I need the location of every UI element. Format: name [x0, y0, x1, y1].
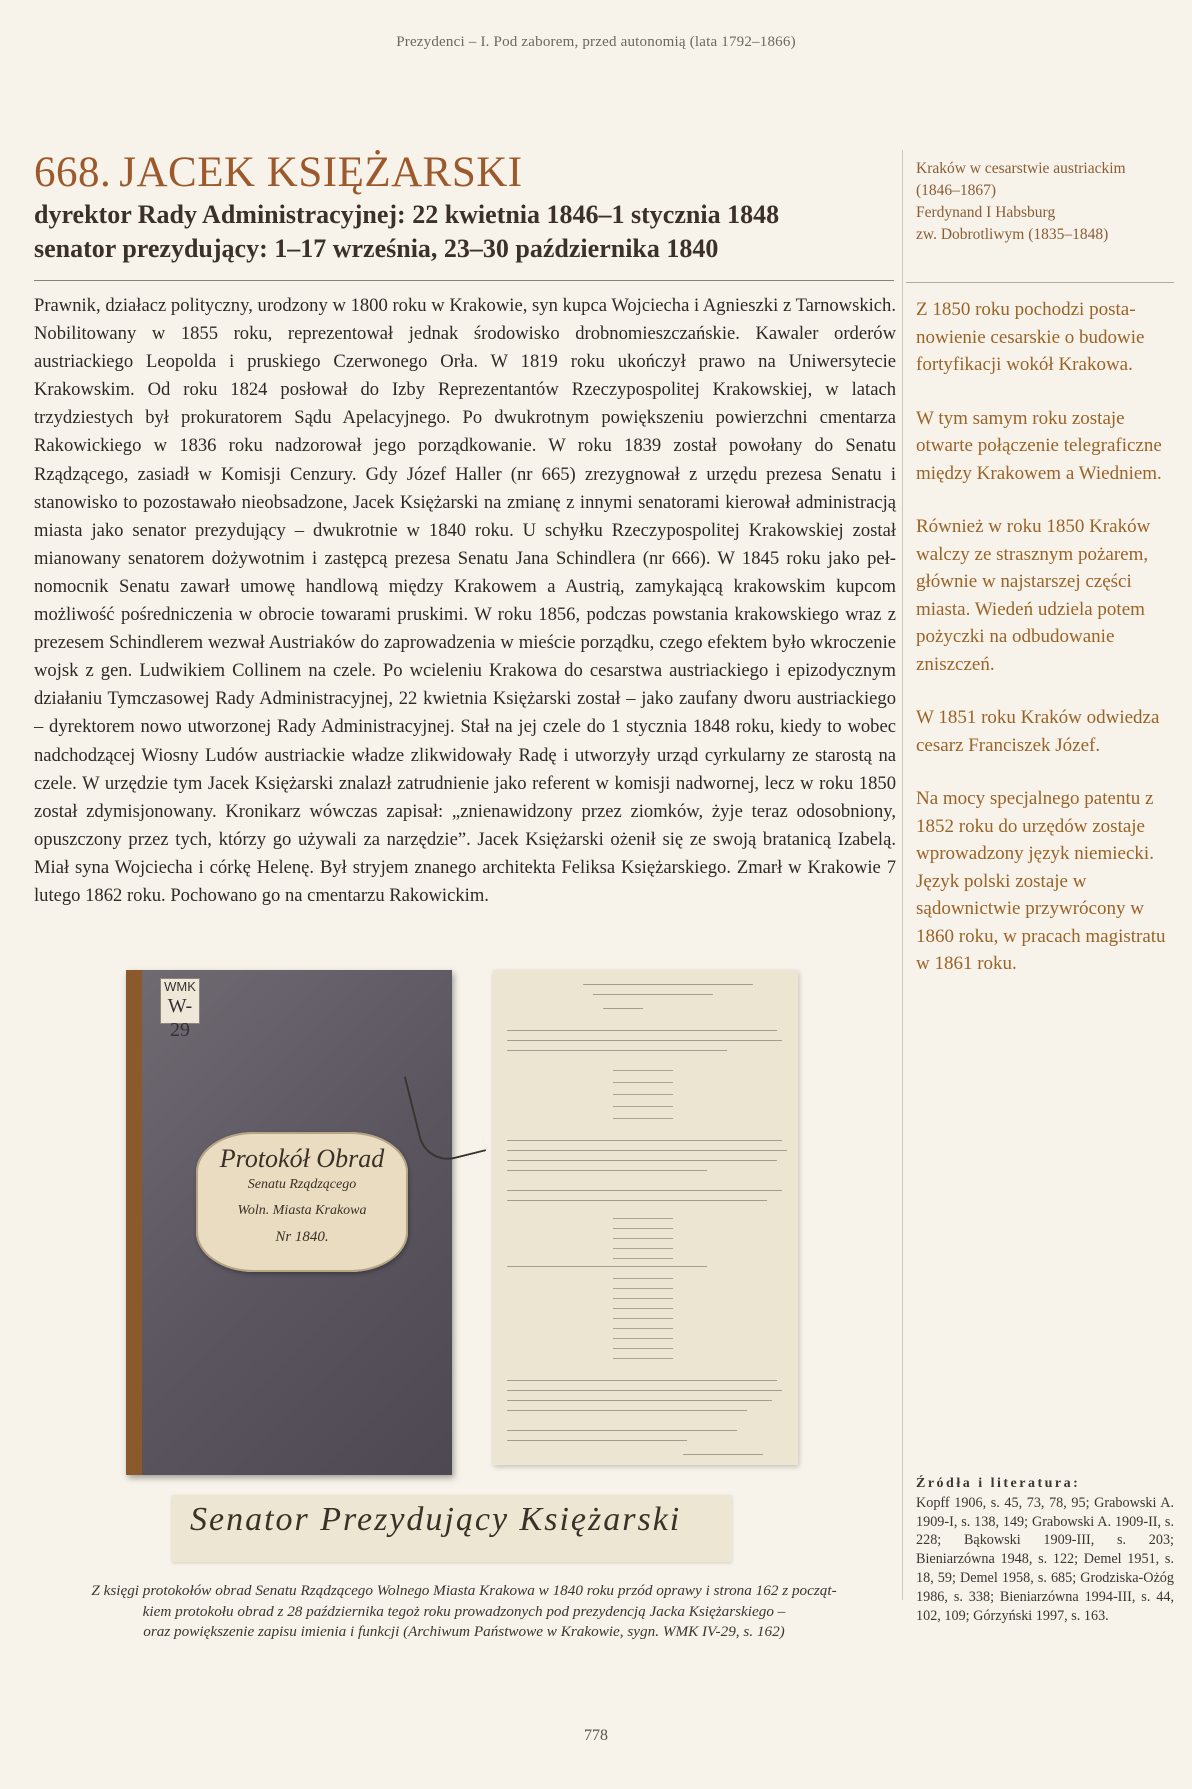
sidebar-header-line: (1846–1867) [916, 182, 997, 199]
archive-tag-number: W-29 [167, 995, 193, 1041]
sidebar-note: Z 1850 roku pochodzi postanowienie cesarskie o budowie fortyfikacji wokół Krakowa. [916, 299, 1145, 375]
page-number: 778 [584, 1727, 608, 1744]
sources-title: Źródła i literatura: [916, 1476, 1081, 1491]
sidebar-note: W 1851 roku Kraków odwiedza cesarz Franciszek Józef. [916, 707, 1160, 756]
sources-block [916, 1475, 1174, 1625]
entry-heading [34, 148, 894, 266]
book-label-line: Senatu Rządzącego [247, 1177, 357, 1192]
book-label [196, 1132, 408, 1272]
signature-enlargement [172, 1495, 732, 1562]
entry-number: 668. [34, 149, 112, 196]
caption-line: kiem protokołu obrad z 28 października tegoż roku prowadzonych pod prezydencją Jacka Księżarskiego – [142, 1602, 786, 1620]
sidebar-notes [916, 296, 1172, 1004]
sidebar-header-line: Kraków w cesarstwie austriackim [916, 160, 1126, 177]
sidebar-header [916, 158, 1172, 246]
caption-line: Z księgi protokołów obrad Senatu Rządzącego Wolnego Miasta Krakowa w 1840 roku przód oprawy i strona 162 z począt- [91, 1582, 837, 1599]
sidebar-header-line: Ferdynand I Habsburg [916, 204, 1056, 221]
book-cover-photo [126, 970, 452, 1475]
entry-name: JACEK KSIĘŻARSKI [119, 149, 523, 196]
book-label-line: Woln. Miasta Krakowa [237, 1203, 367, 1218]
running-head: Prezydenci – I. Pod zaborem, przed autonomią (lata 1792–1866) [396, 34, 796, 50]
column-divider [902, 150, 903, 1600]
sources-text: Kopff 1906, s. 45, 73, 78, 95; Grabowski A. 1909-I, s. 138, 149; Grabowski A. 1909-II, s. 228; Bąkowski 1909-III, s. 203; Bieniarzówna 1948, s. 122; Demel 1951, s. 18, 59; Demel 1958, s. 685; Grodziska-Ożóg 1986, s. 338; Bieniarzówna 1994-III, s. 44, 102, 109; Górzyński 1997, s. 163. [916, 1494, 1174, 1624]
title-rule [34, 280, 894, 281]
sidebar-rule [906, 282, 1174, 283]
entry-role-2: senator prezydujący: 1–17 września, 23–30 października 1840 [34, 234, 719, 263]
archive-tag-top: WMK [164, 979, 196, 994]
manuscript-page-photo [493, 970, 798, 1465]
biography-text: Prawnik, działacz polityczny, urodzony w 1800 roku w Krakowie, syn kupca Wojciecha i Agnieszki z Tarnowskich. Nobilitowany w 1855 roku, reprezentował jednak środowisko drobnomieszczańskie. Kawaler orderów austriackiego Leopolda i pruskiego Czerwonego Orła. W 1819 roku ukończył prawo na Uniwersytecie Krakowskim. Od roku 1824 posłował do Izby Reprezentantów Rzeczypospolitej Krakowskiej, w latach trzydziestych był prokuratorem Sądu Apelacyjnego. Po dwukrotnym powiększeniu powierzchni cmentarza Rakowickiego w 1836 roku nadzorował jego porządkowanie. W roku 1839 został powołany do Senatu Rządzącego, zasiadł w Komisji Cenzury. Gdy Józef Haller (nr 665) zrezygnował z urzędu prezesa Senatu i stanowisko to pozostawało nieobsadzone, Jacek Księżarski na zmianę z innymi senatorami kierował administracją miasta jako senator prezydujący – dwukrotnie w 1840 roku. U schyłku Rzeczypospolitej Krakowskiej został mianowany senatorem dożywotnim i zastępcą prezesa Senatu Jana Schindlera (nr 666). W 1845 roku jako pełnomocnik Senatu zawarł umowę handlową między Krakowem a Austrią, zamykającą krakowskim kupcom możliwość pośredniczenia w obrocie towarami pruskimi. W roku 1856, podczas powstania krakowskiego wraz z prezesem Schindlerem wezwał Austriaków do zaprowadzenia w mieście porządku, czego efektem było wkroczenie wojsk z gen. Ludwikiem Collinem na czele. Po wcieleniu Krakowa do cesarstwa austriackiego i epizodycznym działaniu Tymczasowej Rady Administracyjnej, 22 kwietnia Księżarski został – jako zaufany dworu austriackiego – dyrektorem nowo utworzonej Rady Administracyjnej. Stał na jej czele do 1 stycznia 1848 roku, kiedy to wobec nadchodzącej Wiosny Ludów austriackie władze zlikwidowały Radę i utworzyły urząd cyrkularny ze starostą na czele. W urzędzie tym Jacek Księżarski znalazł zatrudnienie jako referent w komisji nadwornej, lecz w roku 1850 został zdymisjonowany. Kronikarz wówczas zapisał: „znienawidzony przez ziomków, żyje teraz odosobniony, opuszczony przez tych, którzy go używali za narzędzie”. Jacek Księżarski ożenił się ze swoją bratanicą Izabelą. Miał syna Wojciecha i córkę Helenę. Był stryjem znanego architekta Feliksa Księżarskiego. Zmarł w Krakowie 7 lutego 1862 roku. Pochowano go na cmentarzu Rakowickim. [34, 295, 896, 906]
binding-string [404, 1062, 486, 1166]
sidebar-note: W tym samym roku zostaje otwarte połączenie telegraficzne między Krakowem a Wiedniem. [916, 407, 1162, 484]
caption-line: oraz powiększenie zapisu imienia i funkcji (Archiwum Państwowe w Krakowie, sygn. WMK IV-29, s. 162) [143, 1623, 785, 1640]
sidebar-note: Na mocy specjalnego patentu z 1852 roku do urzędów zostaje wprowadzony język niemiecki. Język polski zostaje w sądownictwie przywrócony w 1860 roku, w pracach magistratu w 1861 roku. [916, 788, 1166, 974]
signature-text: Senator Prezydujący Księżarski [190, 1501, 682, 1538]
entry-role-1: dyrektor Rady Administracyjnej: 22 kwietnia 1846–1 stycznia 1848 [34, 200, 780, 229]
sidebar-header-line: zw. Dobrotliwym (1835–1848) [916, 226, 1109, 243]
book-label-line: Protokół Obrad [219, 1144, 385, 1173]
sidebar-note: Również w roku 1850 Kraków walczy ze strasznym pożarem, głównie w najstarszej części miasta. Wiedeń udziela potem pożyczki na odbudowanie zniszczeń. [916, 516, 1151, 675]
archive-tag [160, 978, 200, 1041]
book-label-line: Nr 1840. [275, 1229, 329, 1245]
figure-caption [34, 1581, 894, 1643]
entry-title [34, 148, 894, 198]
